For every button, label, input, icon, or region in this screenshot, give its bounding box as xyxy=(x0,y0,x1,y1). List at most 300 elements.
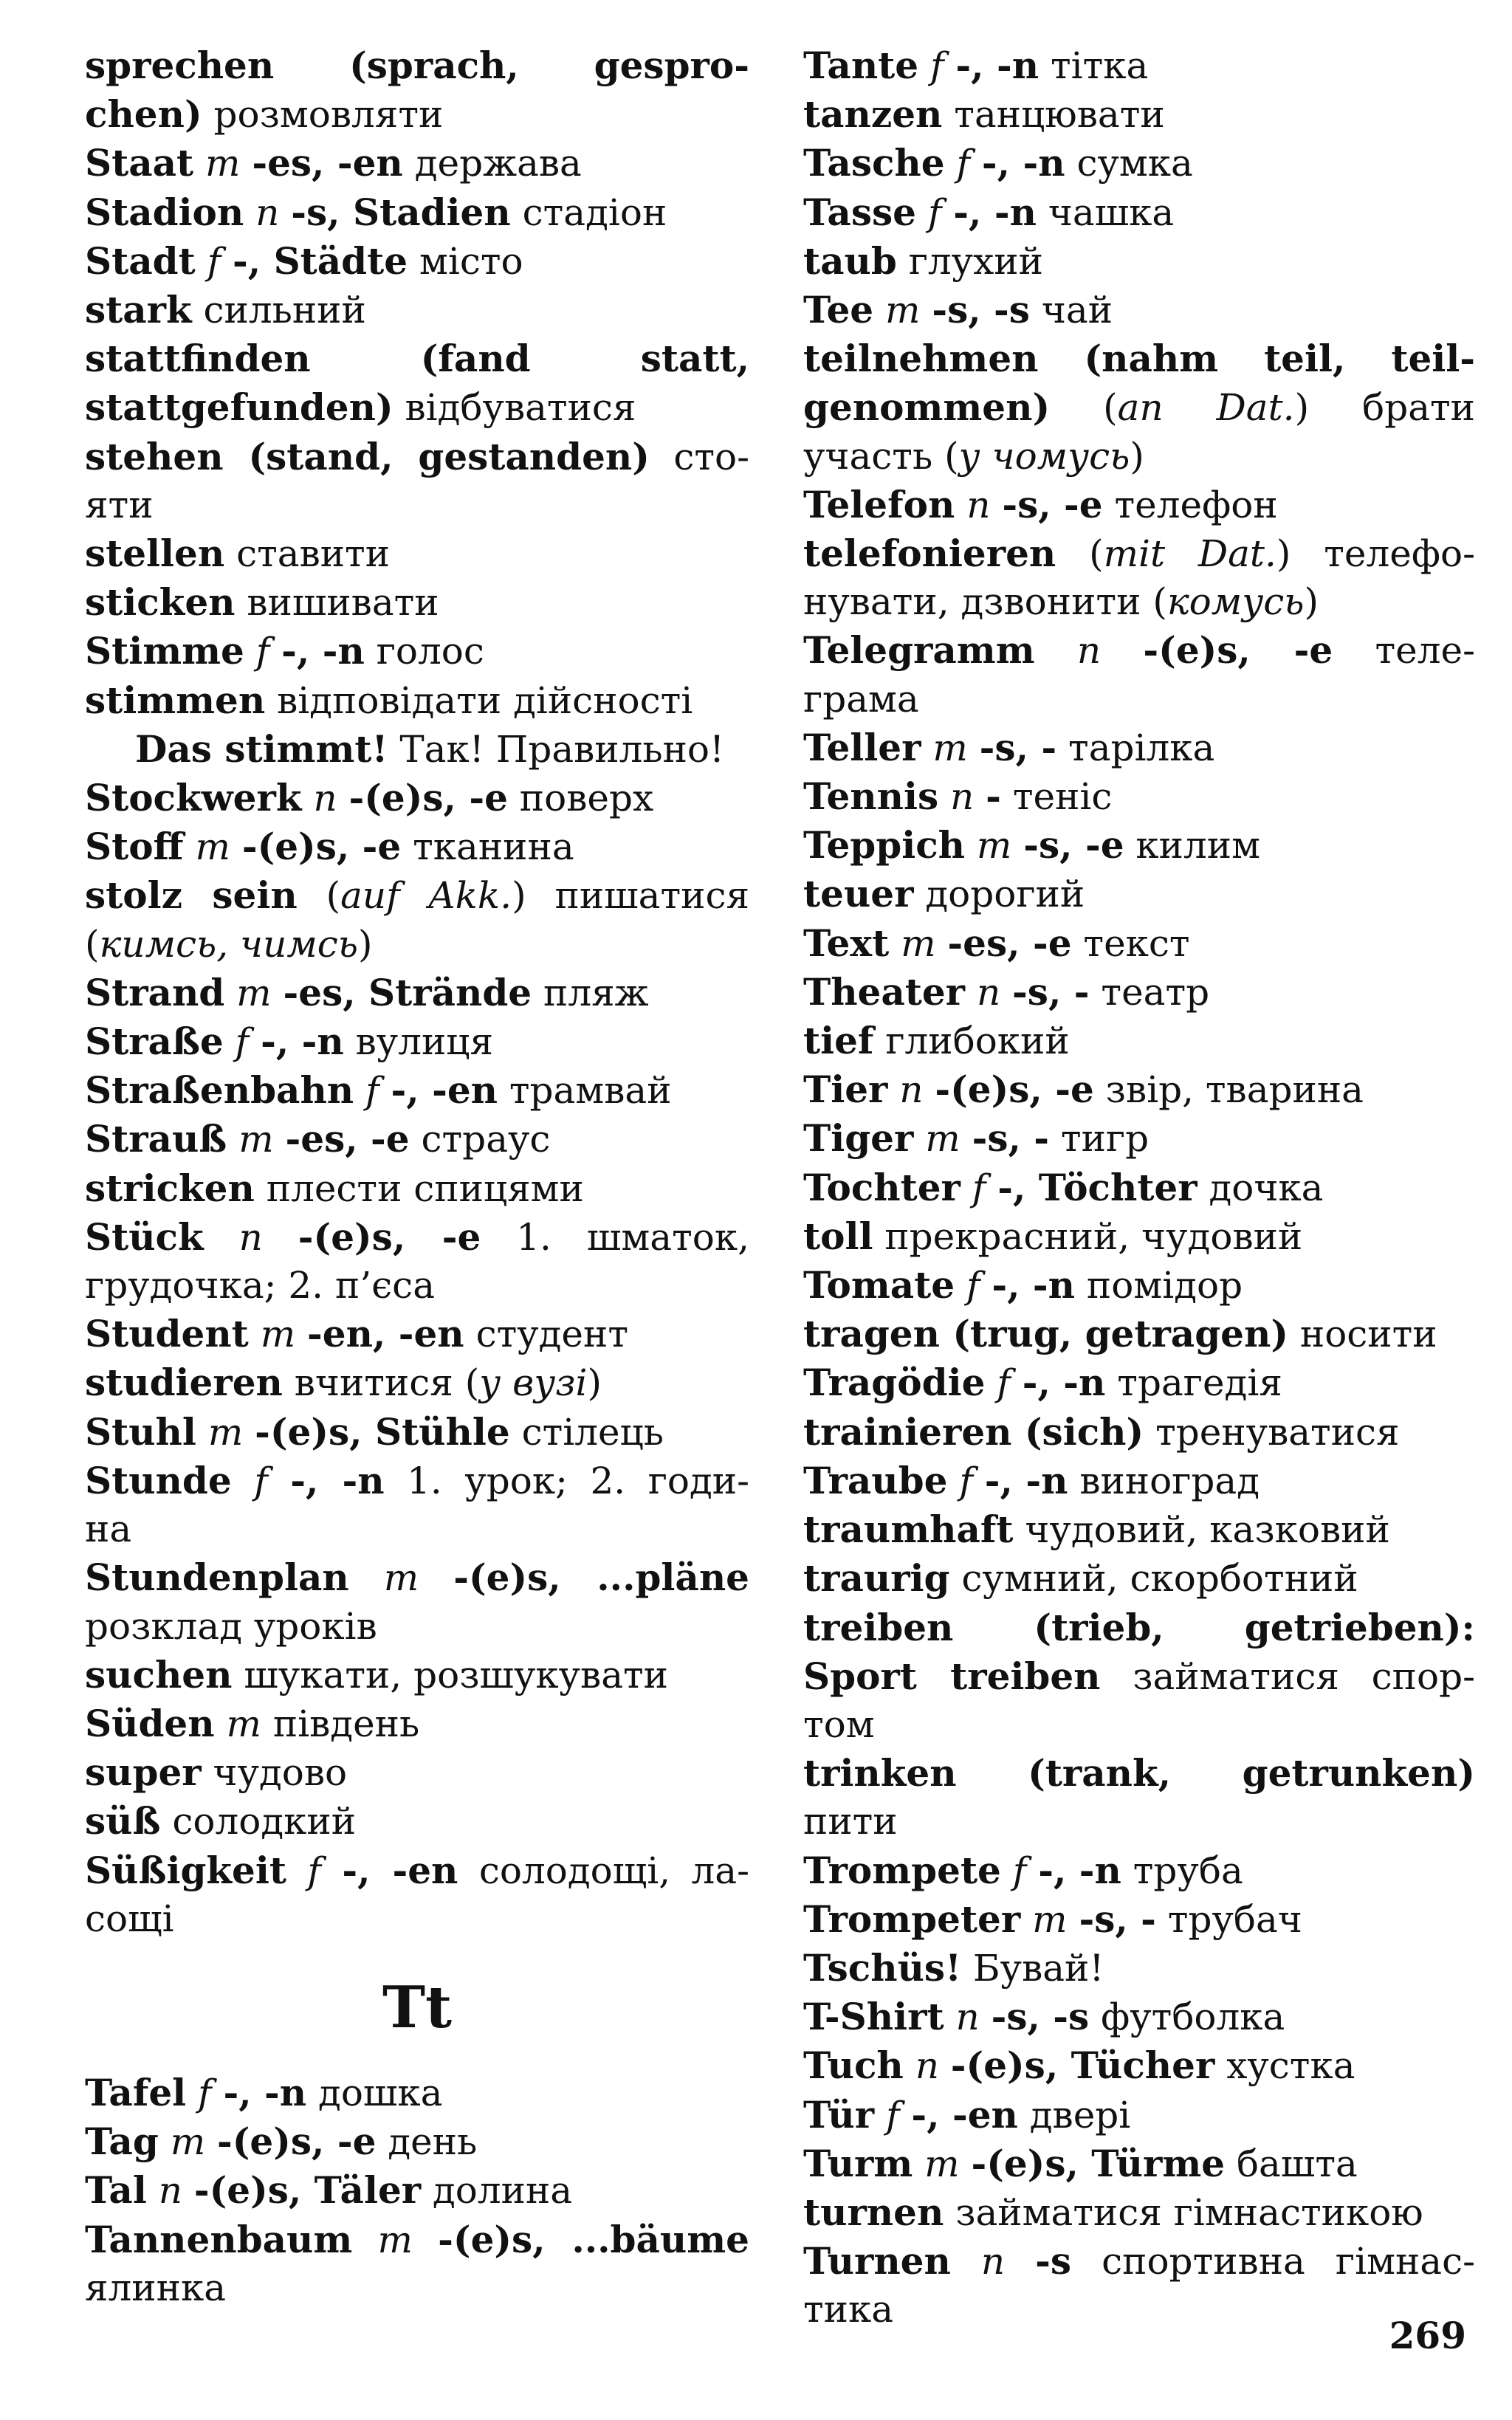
entry-line xyxy=(803,919,1475,968)
headword-text: - xyxy=(986,774,1001,819)
grammar-label: m xyxy=(236,971,272,1014)
headword-text: sprechen (sprach, gespro- xyxy=(85,44,749,87)
headword-text: -(e)s, -e xyxy=(935,1068,1094,1112)
dictionary-entry xyxy=(803,529,1475,626)
entry-line xyxy=(85,1553,749,1602)
dictionary-entry xyxy=(85,969,749,1017)
translation-text xyxy=(938,775,950,818)
translation-text xyxy=(1001,1849,1013,1892)
dictionary-entry xyxy=(85,1066,749,1115)
grammar-label: mit Dat. xyxy=(1103,532,1276,576)
entry-line xyxy=(803,821,1475,870)
translation-text xyxy=(249,1313,261,1355)
headword-text: -, -n xyxy=(955,44,1040,87)
dictionary-entry xyxy=(803,968,1475,1017)
dictionary-entry xyxy=(85,334,749,432)
entry-line xyxy=(85,969,749,1017)
dictionary-entry xyxy=(803,1944,1475,1993)
translation-text: солодкий xyxy=(160,1800,357,1843)
grammar-label: f xyxy=(885,2093,900,2137)
entry-line xyxy=(85,2117,749,2166)
grammar-label: n xyxy=(966,483,991,526)
translation-text xyxy=(973,1460,985,1502)
dictionary-entry xyxy=(85,2069,749,2117)
translation-text: поверх xyxy=(507,777,654,820)
entry-line xyxy=(85,1505,749,1553)
headword-text: -es, -en xyxy=(252,141,403,185)
entry-line xyxy=(803,2041,1475,2090)
entry-line xyxy=(85,2216,749,2264)
translation-text: розклад уроків xyxy=(85,1604,377,1648)
entry-line xyxy=(803,237,1475,286)
headword-text: stehen (stand, gestanden) xyxy=(85,434,650,478)
headword-text: treiben (trieb, getrieben): xyxy=(803,1605,1475,1649)
headword-text: -s, -s xyxy=(932,288,1030,332)
entry-line xyxy=(803,2091,1475,2139)
entry-line xyxy=(85,1895,749,1943)
translation-text xyxy=(920,289,932,331)
dictionary-entry xyxy=(85,774,749,822)
entry-line xyxy=(803,2286,1475,2334)
grammar-label: m xyxy=(901,921,936,965)
translation-text xyxy=(196,240,207,283)
dictionary-entry xyxy=(803,1993,1475,2041)
headword-text: -es, -e xyxy=(285,1117,410,1161)
translation-text xyxy=(269,630,281,673)
headword-text: suchen xyxy=(85,1652,233,1697)
grammar-label: n xyxy=(950,775,975,819)
headword-text: Stuhl xyxy=(85,1409,196,1454)
translation-text: тигр xyxy=(1049,1117,1150,1161)
entry-line xyxy=(85,774,749,822)
dictionary-entry xyxy=(803,2041,1475,2090)
grammar-label: кимсь, чимсь xyxy=(99,922,359,966)
headword-text: Tschüs! xyxy=(803,1945,962,1990)
dictionary-entry xyxy=(803,1114,1475,1163)
translation-text xyxy=(272,972,284,1014)
translation-text xyxy=(1101,629,1143,672)
dictionary-entry xyxy=(85,529,749,578)
headword-text: Staat xyxy=(85,141,194,185)
left-column xyxy=(85,41,749,2312)
dictionary-entry xyxy=(803,723,1475,772)
translation-text: помідор xyxy=(1075,1264,1243,1307)
translation-text: відбуватися xyxy=(393,386,636,430)
headword-text: Tuch xyxy=(803,2043,904,2088)
translation-text: розмовляти xyxy=(202,93,444,137)
dictionary-entry xyxy=(85,1358,749,1407)
headword-text: Stadt xyxy=(85,238,196,283)
headword-text: -(e)s, -e xyxy=(1143,628,1333,673)
translation-text xyxy=(961,1117,972,1160)
dictionary-entry xyxy=(803,90,1475,139)
entry-line xyxy=(85,627,749,676)
headword-text: -s, - xyxy=(979,725,1057,769)
headword-text: stattgefunden) xyxy=(85,385,394,430)
grammar-label: m xyxy=(207,1410,244,1454)
translation-text xyxy=(887,1068,899,1111)
headword-text: traumhaft xyxy=(803,1508,1014,1552)
headword-text: super xyxy=(85,1750,202,1795)
translation-text: сощі xyxy=(85,1897,174,1940)
translation-text xyxy=(985,1361,997,1404)
entry-line xyxy=(85,1603,749,1651)
translation-text xyxy=(889,922,901,965)
headword-text: Straßenbahn xyxy=(85,1068,354,1113)
translation-text: солодощі, ла- xyxy=(458,1849,749,1892)
entry-line xyxy=(85,481,749,529)
entry-line xyxy=(85,383,749,432)
headword-text: Tiger xyxy=(803,1116,914,1161)
translation-text xyxy=(147,2169,159,2212)
translation-text: вчитися ( xyxy=(282,1361,480,1405)
translation-text xyxy=(944,1996,956,2038)
entry-line xyxy=(803,578,1475,626)
entry-line xyxy=(85,2166,749,2215)
entry-line xyxy=(85,1846,749,1895)
headword-text: -, -en xyxy=(342,1848,458,1892)
dictionary-entry xyxy=(803,1554,1475,1603)
headword-text: -(e)s, Täler xyxy=(193,2168,422,2213)
grammar-label: n xyxy=(158,2169,182,2213)
grammar-label: n xyxy=(976,970,1001,1014)
translation-text xyxy=(899,2094,911,2137)
headword-text: -(e)s, -e xyxy=(217,2120,377,2164)
translation-text: дочка xyxy=(1197,1166,1324,1209)
entry-line xyxy=(803,2188,1475,2237)
entry-line xyxy=(803,1652,1475,1701)
headword-text: telefonieren xyxy=(803,532,1056,576)
translation-text xyxy=(921,726,932,769)
translation-text: сумний, скорботний xyxy=(949,1557,1358,1601)
headword-text: -, -n xyxy=(290,1458,385,1502)
translation-text: Бувай! xyxy=(961,1946,1104,1990)
translation-text: стадіон xyxy=(510,190,667,234)
translation-text xyxy=(352,2218,377,2261)
dictionary-entry xyxy=(803,1065,1475,1114)
dictionary-entry xyxy=(85,2216,749,2312)
translation-text: 1. урок; 2. годи- xyxy=(384,1459,749,1502)
headword-text: tief xyxy=(803,1019,874,1063)
headword-text: Tennis xyxy=(803,774,939,819)
translation-text: прекрасний, чудовий xyxy=(873,1214,1303,1258)
headword-text: chen) xyxy=(85,92,202,137)
entry-line xyxy=(85,139,749,188)
translation-text xyxy=(961,1166,972,1209)
translation-text: ) xyxy=(1304,580,1319,624)
translation-text xyxy=(249,1020,261,1063)
headword-text: -(e)s, -e xyxy=(241,825,402,869)
grammar-label: f xyxy=(207,239,221,283)
translation-text xyxy=(337,777,349,819)
dictionary-entry xyxy=(85,627,749,676)
translation-text: ) телефо- xyxy=(1276,532,1475,576)
headword-text: Turm xyxy=(803,2141,913,2185)
grammar-label: m xyxy=(885,289,921,332)
headword-text: traurig xyxy=(803,1556,950,1601)
translation-text: день xyxy=(376,2120,478,2164)
headword-text: stattfinden (fand statt, xyxy=(85,337,749,381)
grammar-label: у чомусь xyxy=(958,434,1130,478)
entry-line xyxy=(803,139,1475,188)
grammar-label: m xyxy=(924,2142,960,2185)
entry-line xyxy=(85,1797,749,1846)
headword-text: Tomate xyxy=(803,1263,955,1307)
dictionary-entry xyxy=(803,1603,1475,1750)
entry-line xyxy=(803,1261,1475,1310)
translation-text: ) пишатися xyxy=(512,874,749,918)
headword-text: süß xyxy=(85,1799,161,1843)
translation-text xyxy=(970,142,982,185)
grammar-label: m xyxy=(932,726,968,769)
right-column xyxy=(803,41,1475,2334)
headword-text: turnen xyxy=(803,2190,944,2234)
dictionary-entry xyxy=(85,578,749,627)
translation-text xyxy=(279,191,291,234)
translation-text xyxy=(244,191,255,234)
grammar-label: m xyxy=(383,1556,419,1600)
entry-line xyxy=(803,1749,1475,1798)
headword-text: -s, -e xyxy=(1023,823,1124,867)
headword-text: Tochter xyxy=(803,1165,961,1209)
headword-text: -, -n xyxy=(992,1263,1076,1307)
grammar-label: auf Akk. xyxy=(340,874,512,918)
translation-text xyxy=(974,775,986,818)
translation-text xyxy=(947,1460,959,1502)
translation-text xyxy=(268,1460,291,1502)
translation-text: ( xyxy=(1056,532,1104,576)
entry-line xyxy=(803,723,1475,772)
headword-text: -(e)s, -e xyxy=(348,776,508,820)
entry-line xyxy=(803,41,1475,90)
headword-text: -, -n xyxy=(281,629,365,673)
headword-text: -, -n xyxy=(261,1020,344,1064)
grammar-label: комусь xyxy=(1166,580,1305,624)
headword-text: sticken xyxy=(85,580,236,625)
headword-text: studieren xyxy=(85,1361,283,1405)
grammar-label: n xyxy=(899,1068,924,1112)
translation-text xyxy=(227,1118,238,1161)
entry-line xyxy=(85,871,749,920)
headword-text: Student xyxy=(85,1312,249,1356)
translation-text: участь ( xyxy=(803,434,959,478)
translation-text xyxy=(913,1117,925,1160)
translation-text: шукати, розшукувати xyxy=(232,1653,668,1697)
dictionary-entry xyxy=(85,1017,749,1066)
headword-text: -, Städte xyxy=(233,238,408,283)
headword-text: Trompete xyxy=(803,1848,1001,1892)
headword-text: Straße xyxy=(85,1020,224,1064)
translation-text: тарілка xyxy=(1056,726,1215,769)
headword-text: -, Töchter xyxy=(997,1165,1197,1209)
dictionary-entry xyxy=(85,676,749,725)
grammar-label: n xyxy=(915,2044,939,2088)
entry-line xyxy=(85,2264,749,2312)
translation-text: тканина xyxy=(401,825,574,869)
headword-text: -(e)s, Tücher xyxy=(950,2043,1215,2088)
entry-line xyxy=(803,1554,1475,1603)
headword-text: -s, - xyxy=(972,1116,1050,1161)
grammar-label: f xyxy=(254,1459,268,1502)
grammar-label: f xyxy=(255,630,270,673)
entry-line xyxy=(135,725,749,774)
entry-line xyxy=(803,1358,1475,1407)
entry-line xyxy=(85,1066,749,1115)
headword-text: Telegramm xyxy=(803,628,1035,673)
dictionary-entry xyxy=(803,2237,1475,2334)
headword-text: Tannenbaum xyxy=(85,2217,353,2261)
translation-text xyxy=(955,484,966,526)
headword-text: -s, Stadien xyxy=(291,190,511,234)
translation-text: глухий xyxy=(896,239,1043,283)
translation-text xyxy=(205,2120,217,2163)
translation-text xyxy=(193,142,205,185)
grammar-label: f xyxy=(997,1361,1011,1405)
grammar-label: f xyxy=(365,1069,379,1113)
translation-text xyxy=(945,142,957,185)
dictionary-entry xyxy=(85,1651,749,1699)
translation-text: ) брати xyxy=(1294,386,1475,430)
dictionary-entry xyxy=(85,1553,749,1650)
translation-text xyxy=(874,2094,886,2137)
translation-text xyxy=(918,44,930,87)
translation-text: ставити xyxy=(224,532,391,576)
translation-text xyxy=(968,726,980,769)
translation-text: трубач xyxy=(1155,1897,1302,1941)
translation-text: вулиця xyxy=(343,1020,493,1064)
dictionary-entry xyxy=(803,1457,1475,1505)
headword-text: Tier xyxy=(803,1068,888,1112)
translation-text xyxy=(196,1411,208,1454)
entry-line xyxy=(803,870,1475,918)
translation-text xyxy=(980,1264,992,1307)
headword-text: Tür xyxy=(803,2092,875,2137)
translation-text xyxy=(960,2142,972,2185)
entry-line xyxy=(803,2139,1475,2188)
translation-text: носити xyxy=(1288,1313,1437,1356)
dictionary-entry xyxy=(85,1457,749,1553)
translation-text: 1. шматок, xyxy=(481,1215,749,1259)
headword-text: stellen xyxy=(85,532,225,576)
translation-text: голос xyxy=(364,630,484,673)
translation-text: відповідати дійсності xyxy=(265,678,693,722)
dictionary-entry xyxy=(803,2188,1475,2237)
entry-line xyxy=(803,1408,1475,1457)
dictionary-entry xyxy=(803,919,1475,968)
entry-line xyxy=(803,383,1475,432)
entry-line xyxy=(803,188,1475,237)
headword-text: Tante xyxy=(803,44,919,87)
headword-text: -(e)s, Türme xyxy=(971,2141,1226,2185)
headword-text: Tragödie xyxy=(803,1361,986,1405)
translation-text: килим xyxy=(1124,824,1260,867)
headword-text: -(e)s, ...pläne xyxy=(453,1556,749,1600)
grammar-label: m xyxy=(226,1702,261,1745)
translation-text xyxy=(916,191,928,234)
headword-text: Tag xyxy=(85,2120,159,2164)
translation-text: держава xyxy=(402,142,582,185)
entry-line xyxy=(803,1457,1475,1505)
entry-line xyxy=(803,1603,1475,1652)
entry-line xyxy=(85,1310,749,1358)
headword-text: Strauß xyxy=(85,1117,227,1161)
translation-text xyxy=(244,630,256,673)
translation-text: стілець xyxy=(509,1410,664,1454)
headword-text: Tal xyxy=(85,2168,147,2213)
dictionary-entry xyxy=(85,433,749,529)
dictionary-entry xyxy=(803,1846,1475,1895)
headword-text: -en, -en xyxy=(307,1312,464,1356)
translation-text xyxy=(184,825,196,868)
translation-text xyxy=(941,191,953,234)
headword-text: Teppich xyxy=(803,823,965,867)
translation-text: вишивати xyxy=(235,581,439,625)
entry-line xyxy=(85,1017,749,1066)
translation-text: танцювати xyxy=(942,93,1165,137)
entry-line xyxy=(803,90,1475,139)
translation-text: тітка xyxy=(1039,44,1149,87)
dictionary-entry xyxy=(803,1261,1475,1310)
entry-line xyxy=(85,676,749,725)
headword-text: Stoff xyxy=(85,825,184,869)
translation-text xyxy=(951,2240,981,2283)
headword-text: Stück xyxy=(85,1214,204,1259)
dictionary-entry xyxy=(803,626,1475,723)
grammar-label: f xyxy=(972,1166,986,1209)
page-number: 269 xyxy=(1389,2314,1466,2357)
grammar-label: f xyxy=(927,190,942,234)
entry-line xyxy=(803,1846,1475,1895)
entry-line xyxy=(85,286,749,334)
dictionary-entry xyxy=(803,1017,1475,1065)
headword-text: Stimme xyxy=(85,629,244,673)
headword-text: -, -en xyxy=(391,1068,498,1113)
entry-line xyxy=(803,968,1475,1017)
translation-text xyxy=(986,1166,997,1209)
translation-text: ялинка xyxy=(85,2266,227,2309)
dictionary-entry xyxy=(803,481,1475,529)
letter-heading: Tt xyxy=(382,1973,453,2041)
entry-line xyxy=(803,433,1475,481)
translation-text xyxy=(955,1264,966,1307)
translation-text: чай xyxy=(1029,289,1113,332)
entry-line xyxy=(803,286,1475,334)
entry-line xyxy=(803,1944,1475,1993)
grammar-label: n xyxy=(255,190,280,234)
entry-line xyxy=(85,90,749,139)
dictionary-entry xyxy=(85,188,749,237)
entry-line xyxy=(803,1065,1475,1114)
translation-text xyxy=(936,922,948,965)
translation-text: ( xyxy=(297,874,341,918)
headword-text: Tasche xyxy=(803,141,945,185)
headword-text: genommen) xyxy=(803,385,1051,430)
translation-text xyxy=(980,1996,992,2038)
dictionary-entry xyxy=(85,1797,749,1846)
entry-line xyxy=(803,1505,1475,1554)
translation-text: сумка xyxy=(1065,142,1193,185)
translation-text xyxy=(1068,1898,1079,1941)
entry-line xyxy=(85,529,749,578)
headword-text: -s, -e xyxy=(1002,482,1103,526)
translation-text: башта xyxy=(1225,2142,1358,2185)
dictionary-entry xyxy=(803,1212,1475,1261)
translation-text: ( xyxy=(1050,386,1118,430)
dictionary-entry xyxy=(803,2091,1475,2139)
entry-line xyxy=(85,334,749,383)
entry-line xyxy=(803,1993,1475,2041)
grammar-label: m xyxy=(377,2218,413,2261)
